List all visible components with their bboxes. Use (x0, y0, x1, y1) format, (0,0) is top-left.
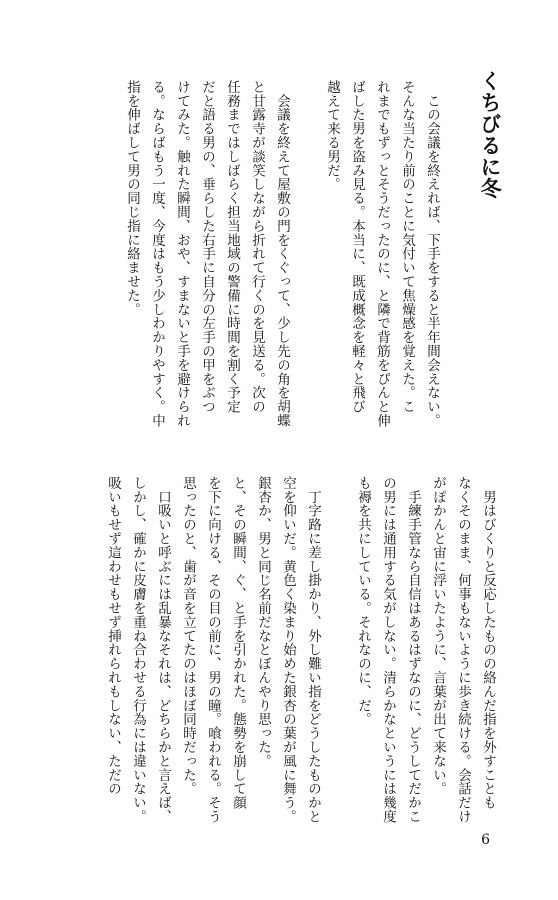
text-line: がぽかんと宙に浮いたように、言葉が出て来ない。 (430, 476, 446, 796)
text-line: の男には通用する気がしない。清らかなというには幾度 (380, 476, 396, 824)
text-line: ばした男を盗み見る。本当に、既成概念を軽々と飛び (349, 80, 365, 414)
text-line: も褥を共にしている。それなのに、だ。 (355, 476, 371, 727)
text-line: この会議を終えれば、下手をすると半年間会えない。 (424, 80, 440, 428)
text-line: れまでもずっとそうだったのに、と隣で背筋をぴんと伸 (374, 80, 390, 428)
text-line: と、その瞬間、ぐ、と手を引かれた。態勢を崩して顔 (230, 476, 246, 810)
text-line: だと語る男の、垂らした右手に自分の左手の甲をぶつ (199, 80, 215, 414)
text-line: 銀杏か、男と同じ名前だなとぼんやり思った。 (255, 476, 271, 768)
bottom-text-block (100, 476, 500, 824)
text-line: る。ならばもう一度、今度はもう少しわかりやすく。中 (149, 80, 165, 428)
text-line: 思ったのと、歯が音を立てたのはほぼ同時だった。 (180, 476, 196, 796)
text-line: 空を仰いだ。黄色く染まり始めた銀杏の葉が風に舞う。 (280, 476, 296, 824)
text-line: そんな当たり前のことに気付いて焦燥感を覚えた。こ (399, 80, 415, 414)
text-line: 男はびくりと反応したものの絡んだ指を外すことも (480, 476, 496, 810)
text-line: けてみた。触れた瞬間、おや、すまないと手を避けられ (174, 80, 190, 428)
text-line: 口吸いと呼ぶには乱暴なそれは、どちらかと言えば、 (155, 476, 171, 824)
text-line: 指を伸ばして男の同じ指に絡ませた。 (124, 80, 140, 317)
text-line: 任務まではしばらく担当地域の警備に時間を割く予定 (224, 80, 240, 414)
text-line: 吸いもせず這わせもせず挿れられもしない、ただの (105, 476, 121, 796)
text-line: 手練手管なら自信はあるはずなのに、どうしてだかこ (405, 476, 421, 824)
chapter-title: くちびるに冬 (478, 70, 502, 199)
text-line: なくそのまま、何事もないように歩き続ける。会話だけ (455, 476, 471, 824)
text-line: しかし、確かに皮膚を重ね合わせる行為には違いない。 (130, 476, 146, 824)
text-line: 丁字路に差し掛かり、外し難い指をどうしたものかと (305, 476, 321, 824)
text-line: を下に向ける、その目の前に、男の瞳。喰われる。そう (205, 476, 221, 824)
page-number: 6 (481, 832, 490, 848)
text-line: 越えて来る男だ。 (324, 80, 340, 192)
paragraph-gap (325, 476, 350, 816)
text-line: 会議を終えて屋敷の門をくぐって、少し先の角を胡蝶 (274, 80, 290, 428)
paragraph-gap (294, 80, 319, 420)
text-line: と甘露寺が談笑しながら折れて行くのを見送る。次の (249, 80, 265, 414)
top-text-block (119, 80, 444, 428)
